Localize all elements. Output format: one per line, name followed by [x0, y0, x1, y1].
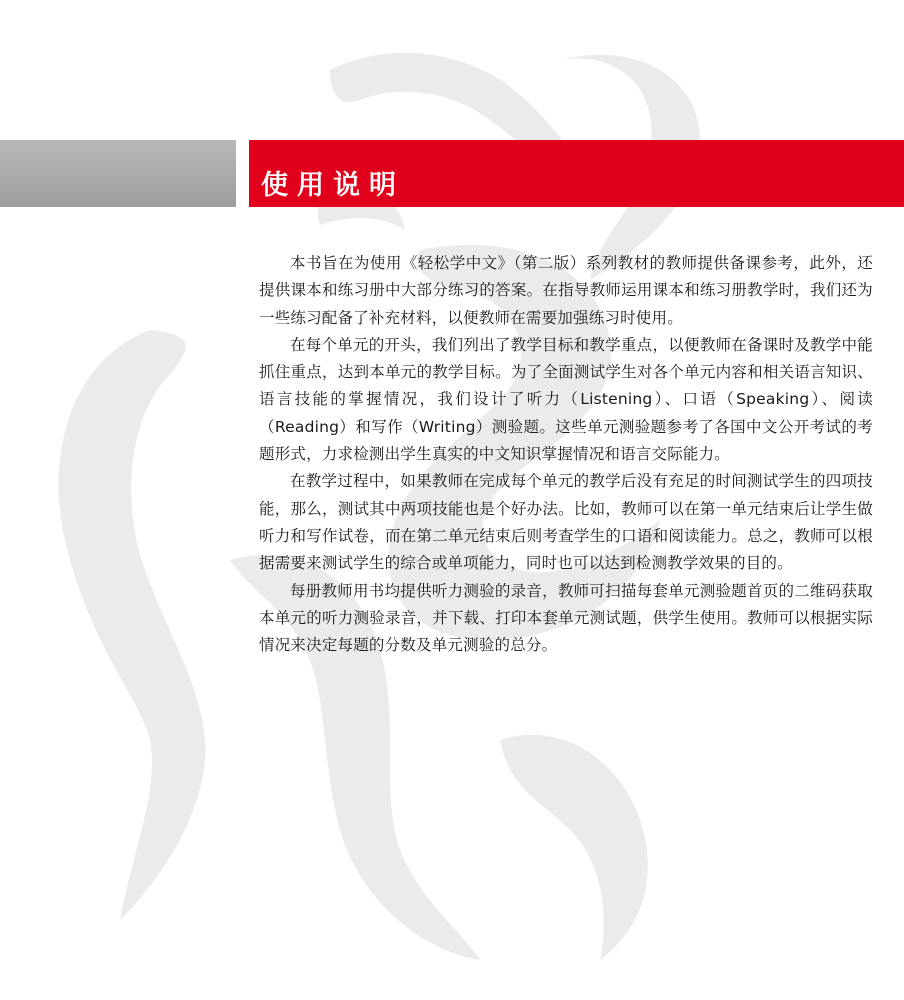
paragraph-intro: 本书旨在为使用《轻松学中文》（第二版）系列教材的教师提供备课参考，此外，还提供课本和练习册中大部分练习的答案。在指导教师运用课本和练习册教学时，我们还为一些练习配备了补充材料，以便教师在需要加强练习时使用。 [259, 254, 873, 327]
header-gray-bar [0, 140, 236, 207]
paragraph-audio: 每册教师用书均提供听力测验的录音，教师可扫描每套单元测验题首页的二维码获取本单元的听力测验录音，并下载、打印本套单元测试题，供学生使用。教师可以根据实际情况来决定每题的分数及单元测验的总分。 [259, 581, 873, 655]
paragraph-testing: 在教学过程中，如果教师在完成每个单元的教学后没有充足的时间测试学生的四项技能，那么，测试其中两项技能也是个好办法。比如，教师可以在第一单元结束后让学生做听力和写作试卷，而在第二单元结束后则考查学生的口语和阅读能力。总之，教师可以根据需要来测试学生的综合或单项能力，同时也可以达到检测教学效果的目的。 [259, 472, 873, 573]
instructions-body [259, 250, 873, 659]
watermark-stroke-bottom [500, 735, 648, 960]
watermark-stroke-left [59, 330, 206, 920]
page-title: 使用说明 [261, 170, 405, 201]
paragraph-unit-goals: 在每个单元的开头，我们列出了教学目标和教学重点，以便教师在备课时及教学中能抓住重点，达到本单元的教学目标。为了全面测试学生对各个单元内容和相关语言知识、语言技能的掌握情况，我们设计了听力（Listening）、口语（Speaking）、阅读（Reading）和写作（Writing）测验题。这些单元测验题参考了各国中文公开考试的考题形式，力求检测出学生真实的中文知识掌握情况和语言交际能力。 [259, 335, 873, 464]
